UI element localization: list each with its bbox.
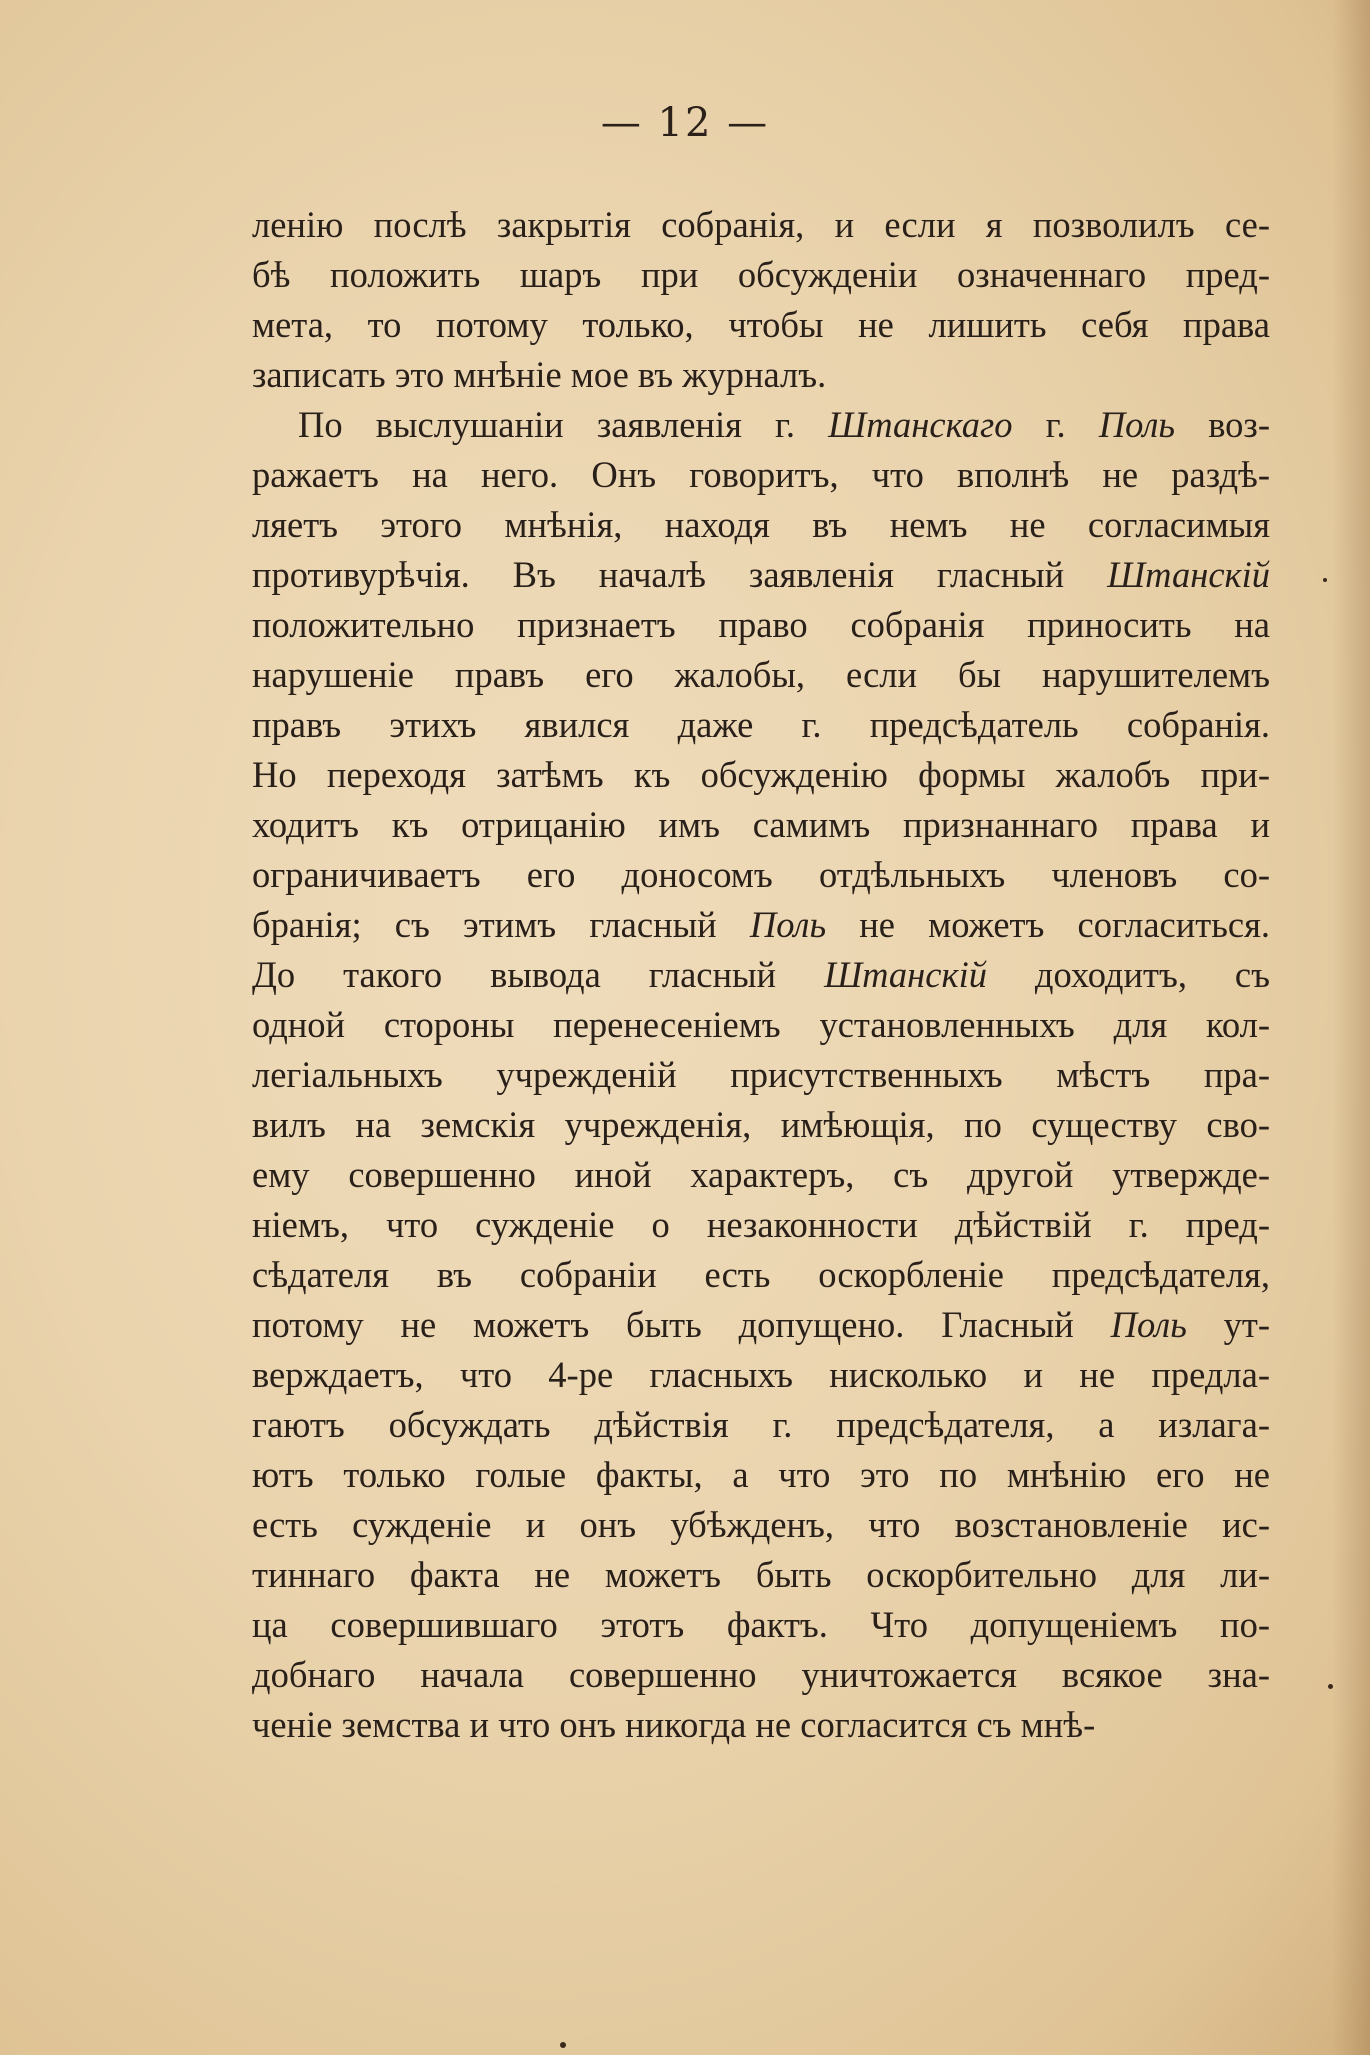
italic-name: Штанскаго [828, 404, 1013, 445]
text-segment: одной стороны перенесеніемъ установленныхъ для кол- [252, 1004, 1270, 1045]
text-segment: ляетъ этого мнѣнія, находя въ немъ не согласимыя [252, 504, 1270, 545]
text-line [252, 800, 1270, 850]
text-line [252, 1000, 1270, 1050]
text-segment: сѣдателя въ собраніи есть оскорбленіе предсѣдателя, [252, 1254, 1270, 1295]
text-segment: правъ этихъ явился даже г. предсѣдатель собранія. [252, 704, 1270, 745]
text-line [252, 650, 1270, 700]
ink-speck [1328, 1684, 1333, 1689]
text-line [252, 1450, 1270, 1500]
text-segment: не можетъ согласиться. [826, 904, 1270, 945]
italic-name: Штанскій [824, 954, 987, 995]
italic-name: Поль [1098, 404, 1176, 445]
text-line [252, 200, 1270, 250]
text-segment: мета, то потому только, чтобы не лишить себя права [252, 304, 1270, 345]
text-segment: ченіе земства и что онъ никогда не согласится съ мнѣ- [252, 1704, 1096, 1745]
text-line [252, 950, 1270, 1000]
text-segment: бѣ положить шаръ при обсужденіи означеннаго пред- [252, 254, 1270, 295]
page-number: — 12 — [600, 100, 770, 146]
text-line [252, 500, 1270, 550]
text-line [252, 1250, 1270, 1300]
text-segment: потому не можетъ быть допущено. Гласный [252, 1304, 1111, 1345]
text-segment: ніемъ, что сужденіе о незаконности дѣйствій г. пред- [252, 1204, 1270, 1245]
text-segment: добнаго начала совершенно уничтожается всякое зна- [252, 1654, 1270, 1695]
text-line [252, 600, 1270, 650]
text-line [252, 1100, 1270, 1150]
text-segment: Но переходя затѣмъ къ обсужденію формы жалобъ при- [252, 754, 1270, 795]
text-line [252, 1050, 1270, 1100]
text-segment: ца совершившаго этотъ фактъ. Что допущеніемъ по- [252, 1604, 1270, 1645]
text-line [252, 1650, 1270, 1700]
text-line [252, 1300, 1270, 1350]
text-segment: есть сужденіе и онъ убѣжденъ, что возстановленіе ис- [252, 1504, 1270, 1545]
text-line [252, 350, 1270, 400]
text-line [252, 900, 1270, 950]
text-line [252, 750, 1270, 800]
ink-speck [560, 2042, 566, 2048]
text-line [252, 850, 1270, 900]
text-line [252, 700, 1270, 750]
text-segment: гаютъ обсуждать дѣйствія г. предсѣдателя, а излага- [252, 1404, 1270, 1445]
text-line [252, 1200, 1270, 1250]
text-line [252, 1600, 1270, 1650]
text-segment: ходитъ къ отрицанію имъ самимъ признаннаго права и [252, 804, 1270, 845]
text-segment: вилъ на земскія учрежденія, имѣющія, по существу сво- [252, 1104, 1270, 1145]
text-segment: ленію послѣ закрытія собранія, и если я позволилъ се- [252, 204, 1270, 245]
italic-name: Штанскій [1107, 554, 1270, 595]
ink-speck [1323, 578, 1327, 582]
italic-name: Поль [749, 904, 827, 945]
text-segment: ражаетъ на него. Онъ говоритъ, что вполнѣ не раздѣ- [252, 454, 1270, 495]
text-line [252, 1550, 1270, 1600]
text-line [252, 1350, 1270, 1400]
body-text [252, 200, 1270, 1750]
text-segment: ут- [1186, 1304, 1271, 1345]
text-segment: ограничиваетъ его доносомъ отдѣльныхъ членовъ со- [252, 854, 1270, 895]
text-segment: нарушеніе правъ его жалобы, если бы нарушителемъ [252, 654, 1270, 695]
text-segment: ему совершенно иной характеръ, съ другой утвержде- [252, 1154, 1270, 1195]
text-line [252, 1500, 1270, 1550]
text-line [252, 1700, 1270, 1750]
text-segment: тиннаго факта не можетъ быть оскорбительно для ли- [252, 1554, 1270, 1595]
text-line [252, 300, 1270, 350]
text-line [252, 400, 1270, 450]
text-segment: До такого вывода гласный [252, 954, 825, 995]
text-segment: бранія; съ этимъ гласный [252, 904, 750, 945]
italic-name: Поль [1110, 1304, 1187, 1345]
text-segment: легіальныхъ учрежденій присутственныхъ мѣстъ пра- [252, 1054, 1270, 1095]
text-segment: положительно признаетъ право собранія приносить на [252, 604, 1270, 645]
text-segment: противурѣчія. Въ началѣ заявленія гласный [252, 554, 1108, 595]
text-segment: воз- [1175, 404, 1271, 445]
text-segment: записать это мнѣніе мое въ журналъ. [252, 354, 827, 395]
text-segment: По выслушаніи заявленія г. [298, 404, 829, 445]
text-line [252, 550, 1270, 600]
text-line [252, 250, 1270, 300]
text-segment: ютъ только голые факты, а что это по мнѣнію его не [252, 1454, 1270, 1495]
text-segment: верждаетъ, что 4-ре гласныхъ нисколько и не предла- [252, 1354, 1270, 1395]
text-line [252, 1150, 1270, 1200]
text-line [252, 1400, 1270, 1450]
text-segment: доходитъ, съ [986, 954, 1270, 995]
text-line [252, 450, 1270, 500]
text-segment: г. [1012, 404, 1099, 445]
